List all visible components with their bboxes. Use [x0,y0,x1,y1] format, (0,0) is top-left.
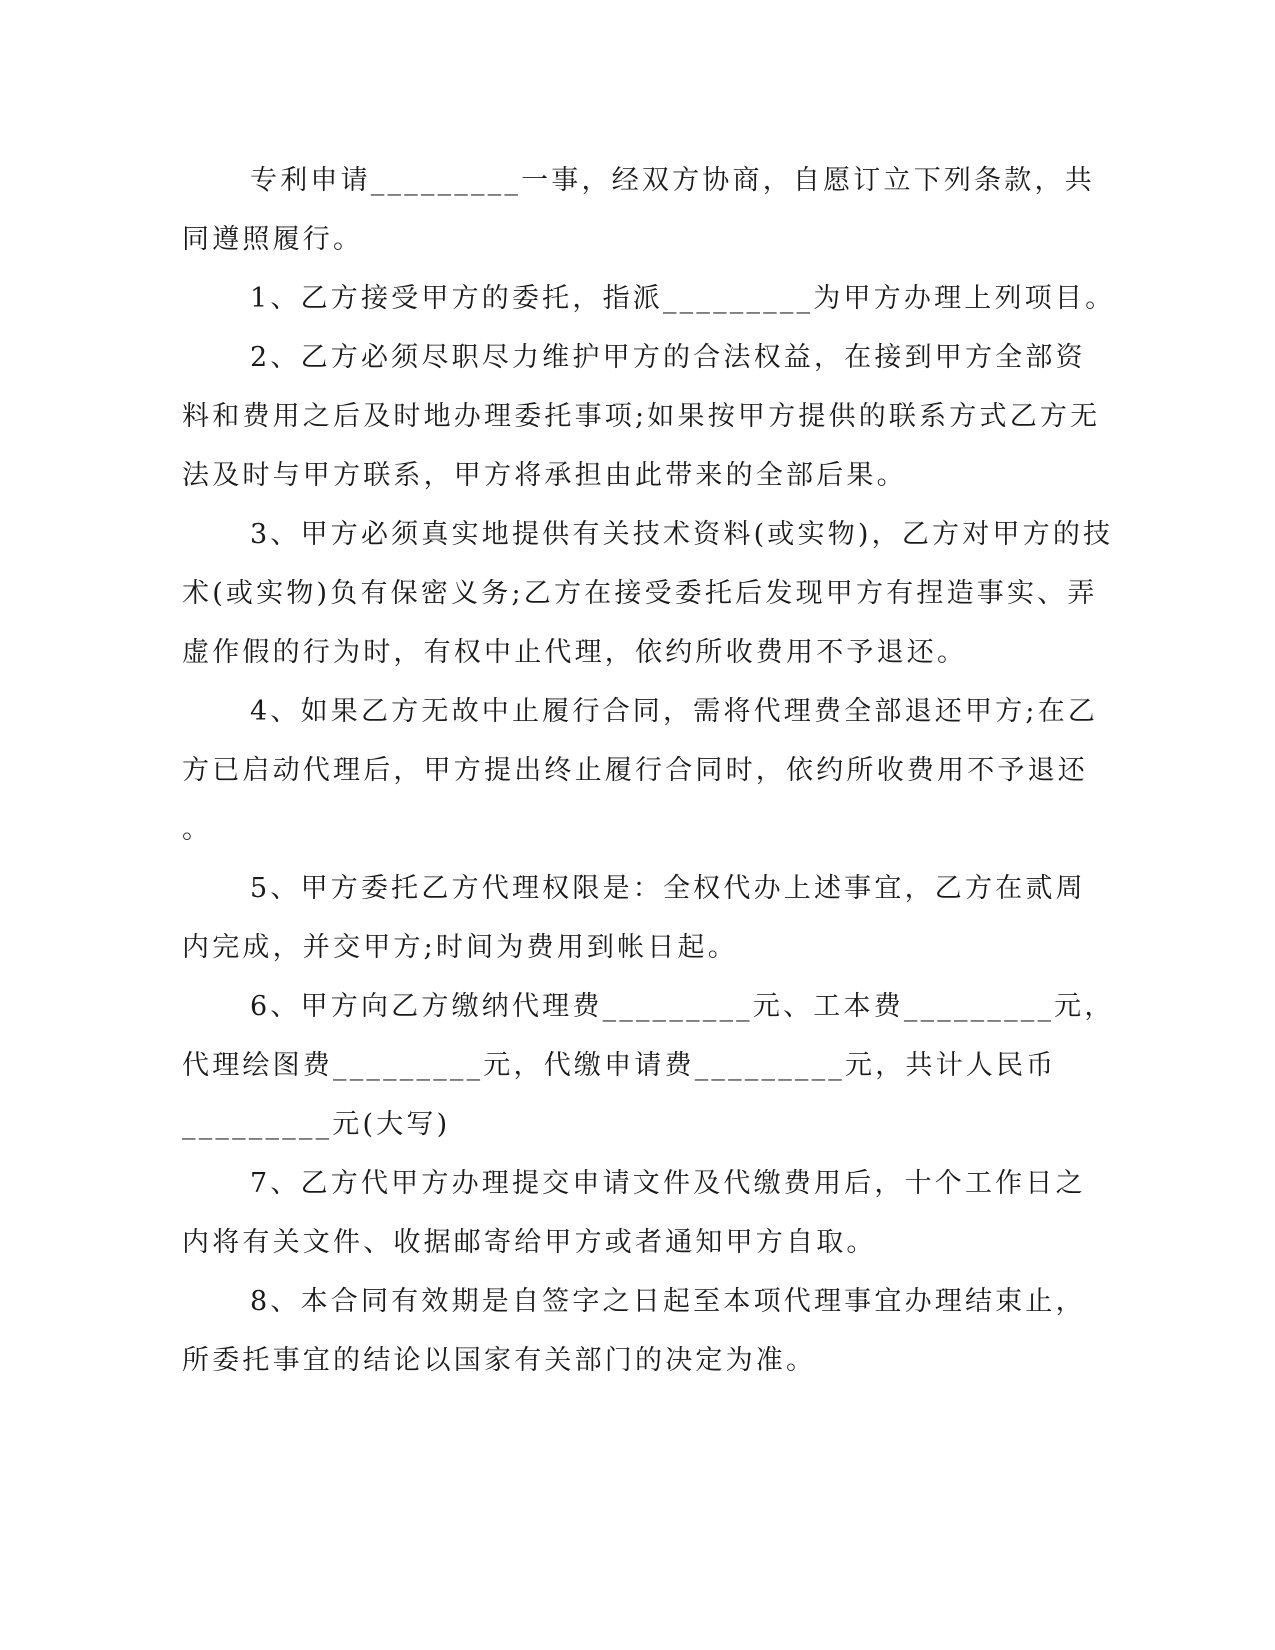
text-line: 术(或实物)负有保密义务;乙方在接受委托后发现甲方有捏造事实、弄 [182,578,1098,609]
text-line: 法及时与甲方联系，甲方将承担由此带来的全部后果。 [182,460,907,491]
text-line: 代理绘图费_________元，代缴申请费_________元，共计人民币 [182,1050,1057,1081]
text-line: 内完成，并交甲方;时间为费用到帐日起。 [182,932,738,963]
text-line: 所委托事宜的结论以国家有关部门的决定为准。 [182,1345,817,1376]
text-line: 6、甲方向乙方缴纳代理费_________元、工本费_________元， [250,991,1115,1022]
text-line: 同遵照履行。 [182,224,364,255]
text-line: 5、甲方委托乙方代理权限是：全权代办上述事宜，乙方在贰周 [250,873,1086,904]
text-line: 3、甲方必须真实地提供有关技术资料(或实物)，乙方对甲方的技 [250,519,1114,550]
text-line: 方已启动代理后，甲方提出终止履行合同时，依约所收费用不予退还 [182,755,1088,786]
text-line: 4、如果乙方无故中止履行合同，需将代理费全部退还甲方;在乙 [250,696,1099,727]
text-line: 虚作假的行为时，有权中止代理，依约所收费用不予退还。 [182,637,968,668]
text-line: 料和费用之后及时地办理委托事项;如果按甲方提供的联系方式乙方无 [182,401,1101,432]
text-line: 7、乙方代甲方办理提交申请文件及代缴费用后，十个工作日之 [250,1168,1086,1199]
text-line: 专利申请_________一事，经双方协商，自愿订立下列条款，共 [250,165,1095,196]
text-line: 1、乙方接受甲方的委托，指派_________为甲方办理上列项目。 [250,283,1116,314]
text-line: 内将有关文件、收据邮寄给甲方或者通知甲方自取。 [182,1227,877,1258]
text-line: _________元(大写) [182,1109,451,1140]
text-line: 2、乙方必须尽职尽力维护甲方的合法权益，在接到甲方全部资 [250,342,1086,373]
text-line: 。 [182,814,213,845]
text-line: 8、本合同有效期是自签字之日起至本项代理事宜办理结束止， [250,1286,1086,1317]
